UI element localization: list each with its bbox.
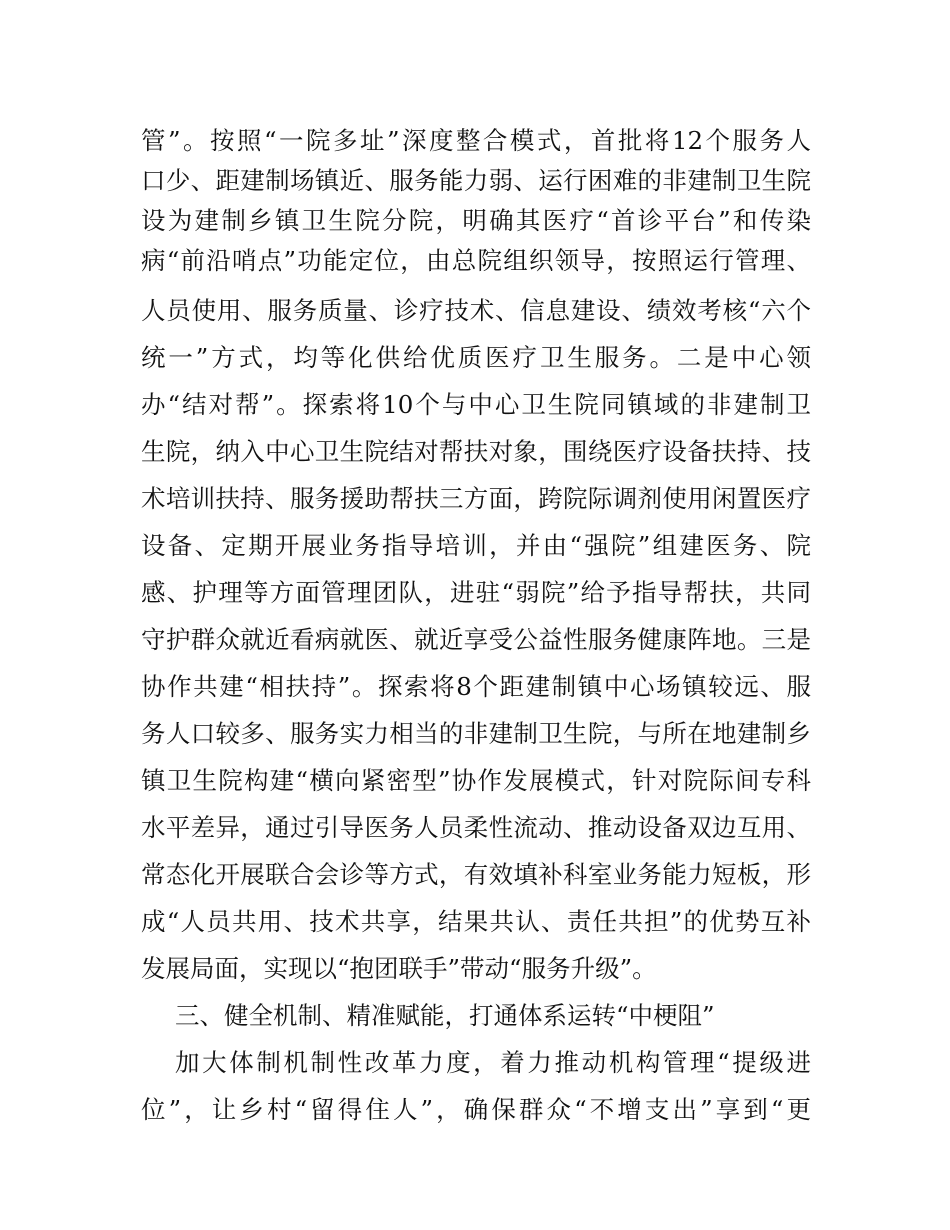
paragraph-line-12: 守护群众就近看病就医、就近享受公益性服务健康阵地。三是 — [141, 625, 811, 654]
closing-line-2: 位”，让乡村“留得住人”，确保群众“不增支出”享到“更 — [141, 1095, 811, 1124]
paragraph-line-3: 设为建制乡镇卫生院分院，明确其医疗“首诊平台”和传染 — [141, 206, 811, 235]
paragraph-line-19: 发展局面，实现以“抱团联手”带动“服务升级”。 — [141, 954, 657, 983]
paragraph-line-2: 口少、距建制场镇近、服务能力弱、运行困难的非建制卫生院 — [141, 166, 811, 195]
paragraph-line-13: 协作共建“相扶持”。探索将8个距建制镇中心场镇较远、服 — [141, 672, 811, 701]
paragraph-line-7: 办“结对帮”。探索将10个与中心卫生院同镇域的非建制卫 — [141, 390, 811, 419]
paragraph-line-4: 病“前沿哨点”功能定位，由总院组织领导，按照运行管理、 — [141, 246, 811, 275]
paragraph-line-15: 镇卫生院构建“横向紧密型”协作发展模式，针对院际间专科 — [141, 766, 811, 795]
section-heading: 三、健全机制、精准赋能，打通体系运转“中梗阻” — [175, 1001, 715, 1030]
closing-line-1: 加大体制机制性改革力度，着力推动机构管理“提级进 — [175, 1048, 811, 1077]
paragraph-line-9: 术培训扶持、服务援助帮扶三方面，跨院际调剂使用闲置医疗 — [141, 484, 811, 513]
paragraph-line-10: 设备、定期开展业务指导培训，并由“强院”组建医务、院 — [141, 531, 811, 560]
paragraph-line-17: 常态化开展联合会诊等方式，有效填补科室业务能力短板，形 — [141, 860, 811, 889]
paragraph-line-8: 生院，纳入中心卫生院结对帮扶对象，围绕医疗设备扶持、技 — [141, 437, 811, 466]
paragraph-line-1: 管”。按照“一院多址”深度整合模式，首批将12个服务人 — [141, 126, 811, 155]
paragraph-line-11: 感、护理等方面管理团队，进驻“弱院”给予指导帮扶，共同 — [141, 578, 811, 607]
paragraph-line-16: 水平差异，通过引导医务人员柔性流动、推动设备双边互用、 — [141, 813, 811, 842]
paragraph-line-6: 统一”方式，均等化供给优质医疗卫生服务。二是中心领 — [141, 343, 811, 372]
paragraph-line-18: 成“人员共用、技术共享，结果共认、责任共担”的优势互补 — [141, 907, 811, 936]
paragraph-line-5: 人员使用、服务质量、诊疗技术、信息建设、绩效考核“六个 — [141, 296, 811, 325]
paragraph-line-14: 务人口较多、服务实力相当的非建制卫生院，与所在地建制乡 — [141, 719, 811, 748]
